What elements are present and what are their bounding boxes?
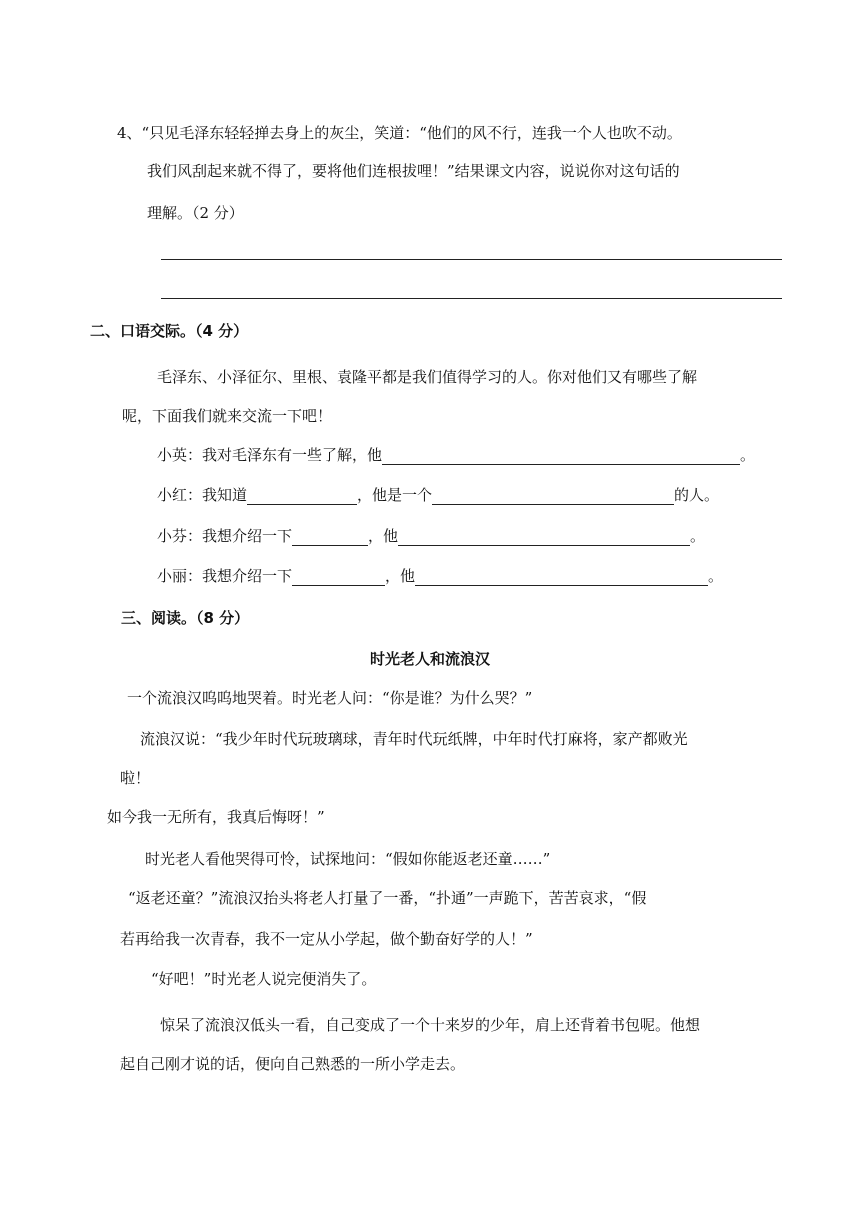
section-2-heading: 二、口语交际。（4 分）	[90, 322, 249, 340]
passage-p3: 时光老人看他哭得可怜，试探地问：“假如你能返老还童……”	[145, 850, 551, 868]
xiaoli-blank-2[interactable]	[415, 569, 708, 586]
passage-p4-line-1: “返老还童？”流浪汉抬头将老人打量了一番，“扑通”一声跪下，苦苦哀求，“假	[128, 889, 647, 907]
xiaofen-mid: ，他	[368, 527, 399, 545]
xiaoying-end: 。	[740, 446, 756, 464]
passage-p2-line-3: 如今我一无所有，我真后悔呀！”	[107, 808, 325, 826]
xiaofen-end: 。	[690, 527, 706, 545]
xiaohong-mid: ，他是一个	[357, 486, 433, 504]
section-3-heading: 三、阅读。（8 分）	[121, 609, 250, 627]
xiaohong-blank-1[interactable]	[247, 488, 357, 505]
answer-line-2[interactable]	[161, 298, 782, 299]
xiaohong-blank-2[interactable]	[432, 488, 674, 505]
xiaofen-prefix: 小芬：我想介绍一下	[157, 527, 293, 545]
passage-p1: 一个流浪汉呜呜地哭着。时光老人问：“你是谁？为什么哭？”	[127, 689, 533, 707]
passage-p6-line-1: 惊呆了流浪汉低头一看，自己变成了一个十来岁的少年，肩上还背着书包呢。他想	[160, 1016, 701, 1034]
q4-line-3: 理解。（2 分）	[147, 204, 244, 222]
xiaoli-mid: ，他	[385, 567, 416, 585]
section-2-intro-line-1: 毛泽东、小泽征尔、里根、袁隆平都是我们值得学习的人。你对他们又有哪些了解	[157, 368, 698, 386]
passage-p4-line-2: 若再给我一次青春，我不一定从小学起，做个勤奋好学的人！”	[120, 930, 533, 948]
xiaoli-prefix: 小丽：我想介绍一下	[157, 567, 293, 585]
xiaohong-end: 的人。	[674, 486, 720, 504]
xiaoli-blank-1[interactable]	[292, 569, 385, 586]
passage-p2-line-1: 流浪汉说：“我少年时代玩玻璃球，青年时代玩纸牌，中年时代打麻将，家产都败光	[140, 730, 688, 748]
section-2-intro-line-2: 呢，下面我们就来交流一下吧！	[122, 407, 333, 425]
dialogue-xiaohong	[157, 484, 719, 505]
dialogue-xiaoli	[157, 565, 723, 586]
xiaohong-prefix: 小红：我知道	[157, 486, 248, 504]
dialogue-xiaoying	[157, 444, 755, 465]
dialogue-xiaofen	[157, 525, 705, 546]
xiaoli-end: 。	[708, 567, 724, 585]
passage-p6-line-2: 起自己刚才说的话，便向自己熟悉的一所小学走去。	[120, 1055, 466, 1073]
xiaofen-blank-2[interactable]	[398, 529, 690, 546]
answer-line-1[interactable]	[161, 259, 782, 260]
xiaoying-blank[interactable]	[382, 448, 740, 465]
xiaofen-blank-1[interactable]	[292, 529, 368, 546]
passage-title: 时光老人和流浪汉	[369, 650, 490, 668]
xiaoying-prefix: 小英：我对毛泽东有一些了解，他	[157, 446, 383, 464]
passage-p2-line-2: 啦！	[120, 769, 151, 787]
passage-p5: “好吧！”时光老人说完便消失了。	[151, 970, 377, 988]
q4-line-1: 4、“只见毛泽东轻轻掸去身上的灰尘，笑道：“他们的风不行，连我一个人也吹不动。	[117, 124, 682, 142]
q4-line-2: 我们风刮起来就不得了，要将他们连根拔哩！”结果课文内容，说说你对这句话的	[147, 162, 680, 180]
